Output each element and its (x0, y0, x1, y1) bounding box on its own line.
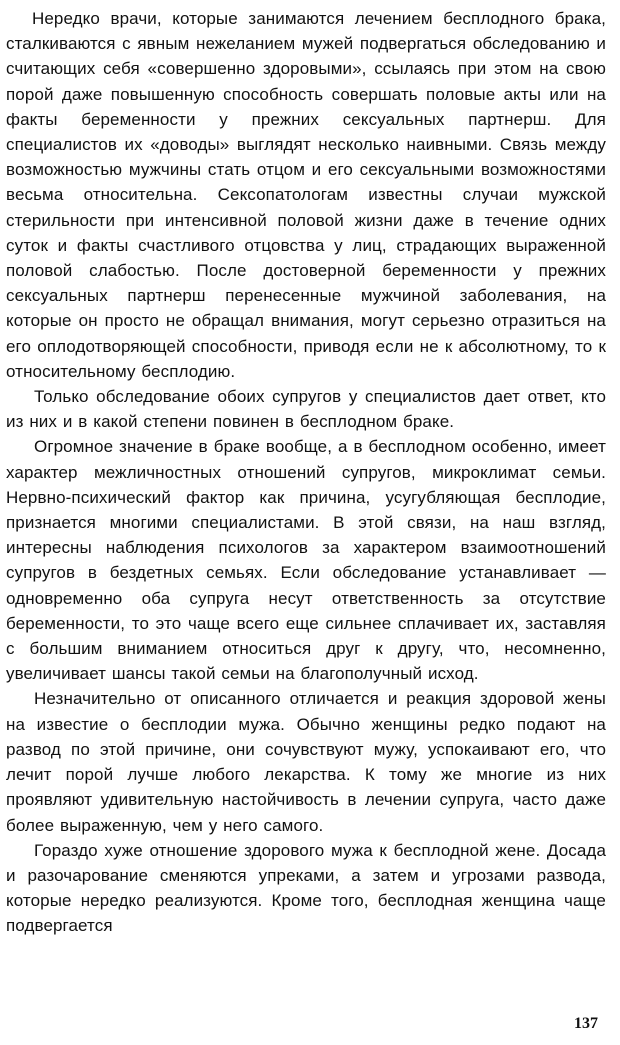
paragraph-5: Гораздо хуже отношение здорового мужа к бесплодной жене. Досада и разочарование сменяются упреками, а затем и угрозами развода, которые нередко реализуются. Кроме того, бесплодная женщина чаще подвергается (6, 840, 606, 936)
paragraph-4: Незначительно от описанного отличается и реакция здоровой жены на известие о бесплодии мужа. Обычно женщины редко подают на развод по этой причине, они сочувствуют мужу, успокаивают его, что лечит порой лучше любого лекарства. К тому же многие из них проявляют удивительную настойчивость в лечении супруга, часто даже более выраженную, чем у него самого. (6, 689, 606, 835)
paragraph-1: Нередко врачи, которые занимаются лечением бесплодного брака, сталкиваются с явным нежеланием мужей подвергаться обследованию и считающих себя «совершенно здоровыми», ссылаясь при этом на свою порой даже повышенную способность совершать половые акты или на факты беременности у прежних сексуальных партнерш. Для специалистов их «доводы» выглядят несколько наивными. Связь между возможностью мужчины стать отцом и его сексуальными возможностями весьма относительна. Сексопатологам известны случаи мужской стерильности при интенсивной половой жизни даже в течение одних суток и факты счастливого отцовства у лиц, страдающих выраженной половой слабостью. После достоверной беременности у прежних сексуальных партнерш перенесенные мужчиной заболевания, на которые он просто не обращал внимания, могут серьезно отразиться на его оплодотворяющей способности, приводя если не к абсолютному, то к относительному бесплодию. (6, 9, 606, 381)
paragraph-2: Только обследование обоих супругов у специалистов дает ответ, кто из них и в какой степени повинен в бесплодном браке. (6, 387, 606, 432)
page-number: 137 (574, 1015, 598, 1032)
paragraph-3: Огромное значение в браке вообще, а в бесплодном особенно, имеет характер межличностных отношений супругов, микроклимат семьи. Нервно-психический фактор как причина, усугубляющая бесплодие, признается многими специалистами. В этой связи, на наш взгляд, интересны наблюдения психологов за характером взаимоотношений супругов в бездетных семьях. Если обследование устанавливает — одновременно оба супруга несут ответственность за отсутствие беременности, то это чаще всего еще сильнее сплачивает их, заставляя с большим вниманием относиться друг к другу, что, несомненно, увеличивает шансы такой семьи на благополучный исход. (6, 437, 606, 684)
